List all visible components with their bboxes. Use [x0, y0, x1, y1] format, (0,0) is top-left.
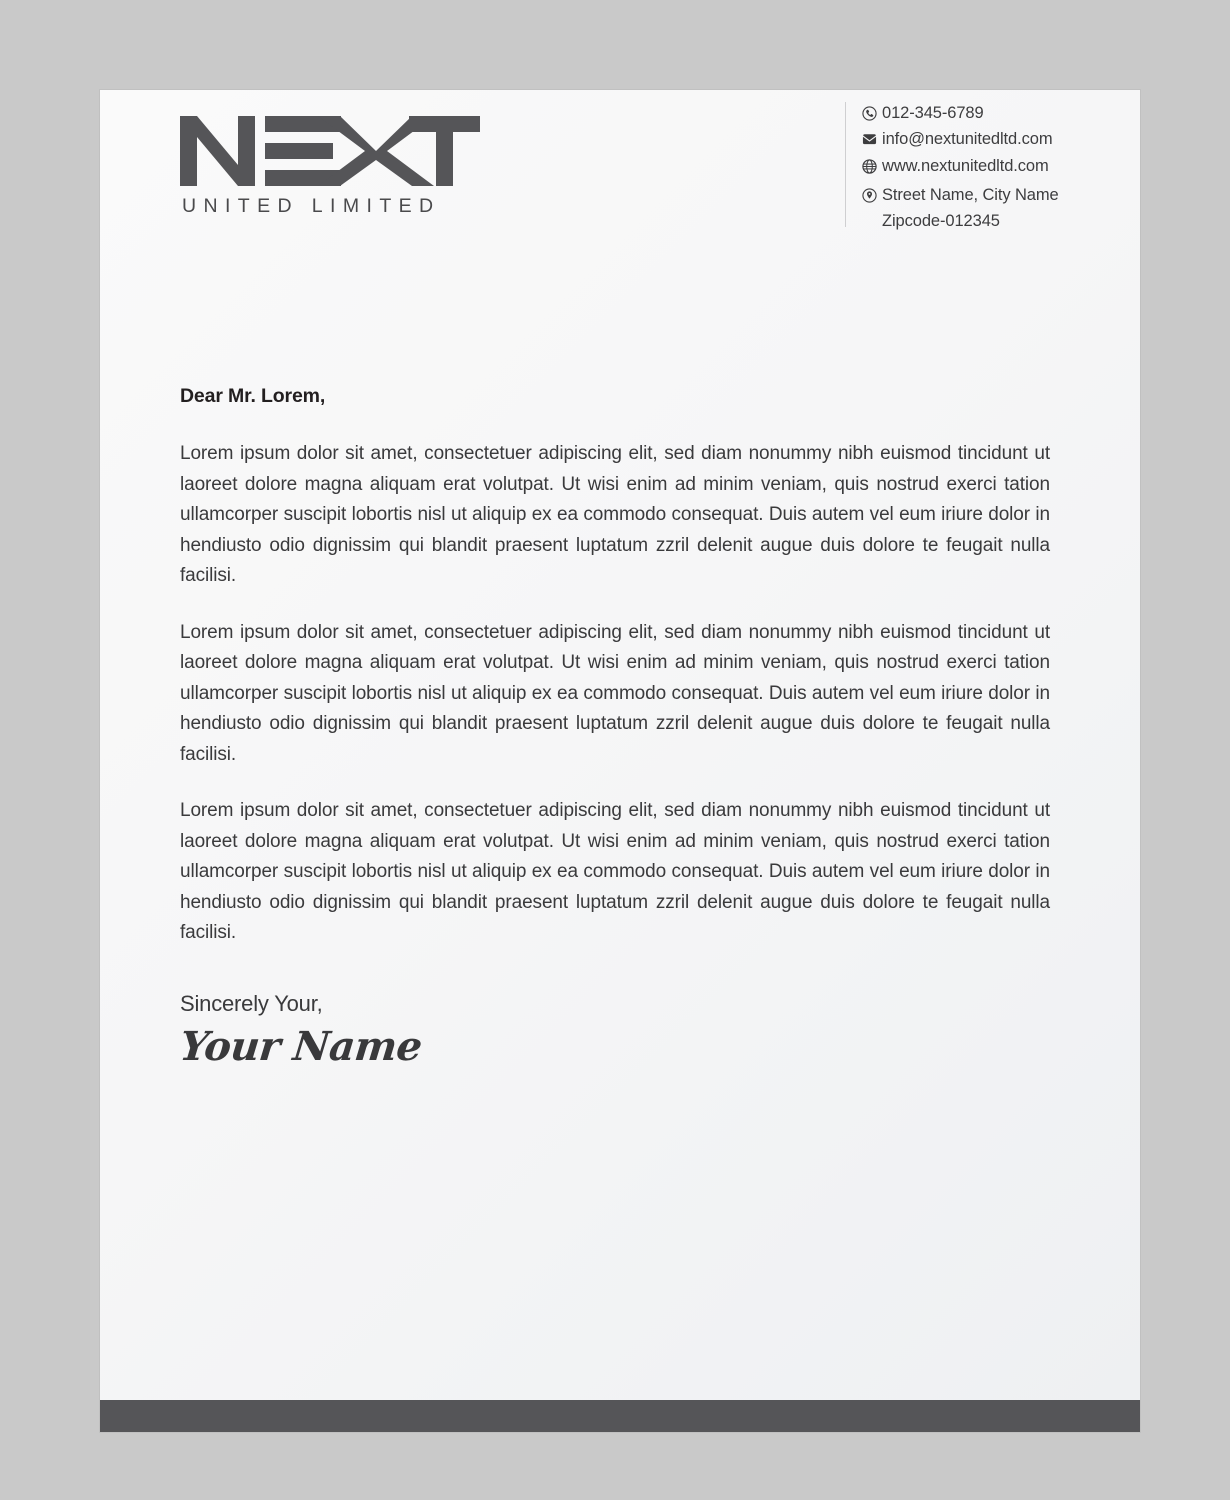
contact-phone[interactable]: [862, 103, 1102, 124]
page-header: [100, 90, 1140, 240]
signature: Your Name: [177, 1022, 425, 1070]
salutation: Dear Mr. Lorem,: [180, 385, 326, 407]
contact-address: [862, 185, 1102, 206]
envelope-icon: [862, 130, 882, 149]
company-tagline: UNITED LIMITED: [182, 195, 441, 217]
email-text: info@nextunitedltd.com: [882, 130, 1053, 149]
website-text: www.nextunitedltd.com: [882, 156, 1049, 175]
letterhead-page: [100, 90, 1140, 1432]
location-pin-icon: [862, 186, 882, 205]
letter-paragraph: Lorem ipsum dolor sit amet, consectetuer adipiscing elit, sed diam nonummy nibh euismod tincidunt ut laoreet dolore magna aliquam erat volutpat. Ut wisi enim ad minim veniam, quis nostrud exerci tation ullamcorper suscipit lobortis nisl ut aliquip ex ea commodo consequat. Duis autem vel eum iriure dolor in hendiusto odio dignissim qui blandit praesent luptatum zzril delenit augue duis dolore te feugait nulla facilisi.: [180, 621, 1050, 765]
address-line-2: Zipcode-012345: [882, 211, 1000, 230]
contact-email[interactable]: [862, 129, 1102, 150]
letter-paragraph: Lorem ipsum dolor sit amet, consectetuer adipiscing elit, sed diam nonummy nibh euismod tincidunt ut laoreet dolore magna aliquam erat volutpat. Ut wisi enim ad minim veniam, quis nostrud exerci tation ullamcorper suscipit lobortis nisl ut aliquip ex ea commodo consequat. Duis autem vel eum iriure dolor in hendiusto odio dignissim qui blandit praesent luptatum zzril delenit augue duis dolore te feugait nulla facilisi.: [180, 800, 1050, 943]
letter-paragraph: Lorem ipsum dolor sit amet, consectetuer adipiscing elit, sed diam nonummy nibh euismod tincidunt ut laoreet dolore magna aliquam erat volutpat. Ut wisi enim ad minim veniam, quis nostrud exerci tation ullamcorper suscipit lobortis nisl ut aliquip ex ea commodo consequat. Duis autem vel eum iriure dolor in hendiusto odio dignissim qui blandit praesent luptatum zzril delenit augue duis dolore te feugait nulla facilisi.: [180, 443, 1050, 586]
phone-icon: [862, 104, 882, 123]
contact-website[interactable]: [862, 156, 1102, 177]
globe-icon: [862, 157, 882, 176]
next-logotype-icon: [180, 112, 480, 190]
company-logo: [180, 112, 490, 218]
letter-body: [177, 385, 1050, 1070]
contact-block: [862, 103, 1102, 231]
header-divider: [845, 102, 846, 227]
phone-text: 012-345-6789: [882, 104, 984, 122]
footer-bar: [100, 1400, 1140, 1432]
signoff-text: Sincerely Your,: [180, 990, 323, 1016]
address-line-1: Street Name, City Name: [882, 186, 1059, 205]
